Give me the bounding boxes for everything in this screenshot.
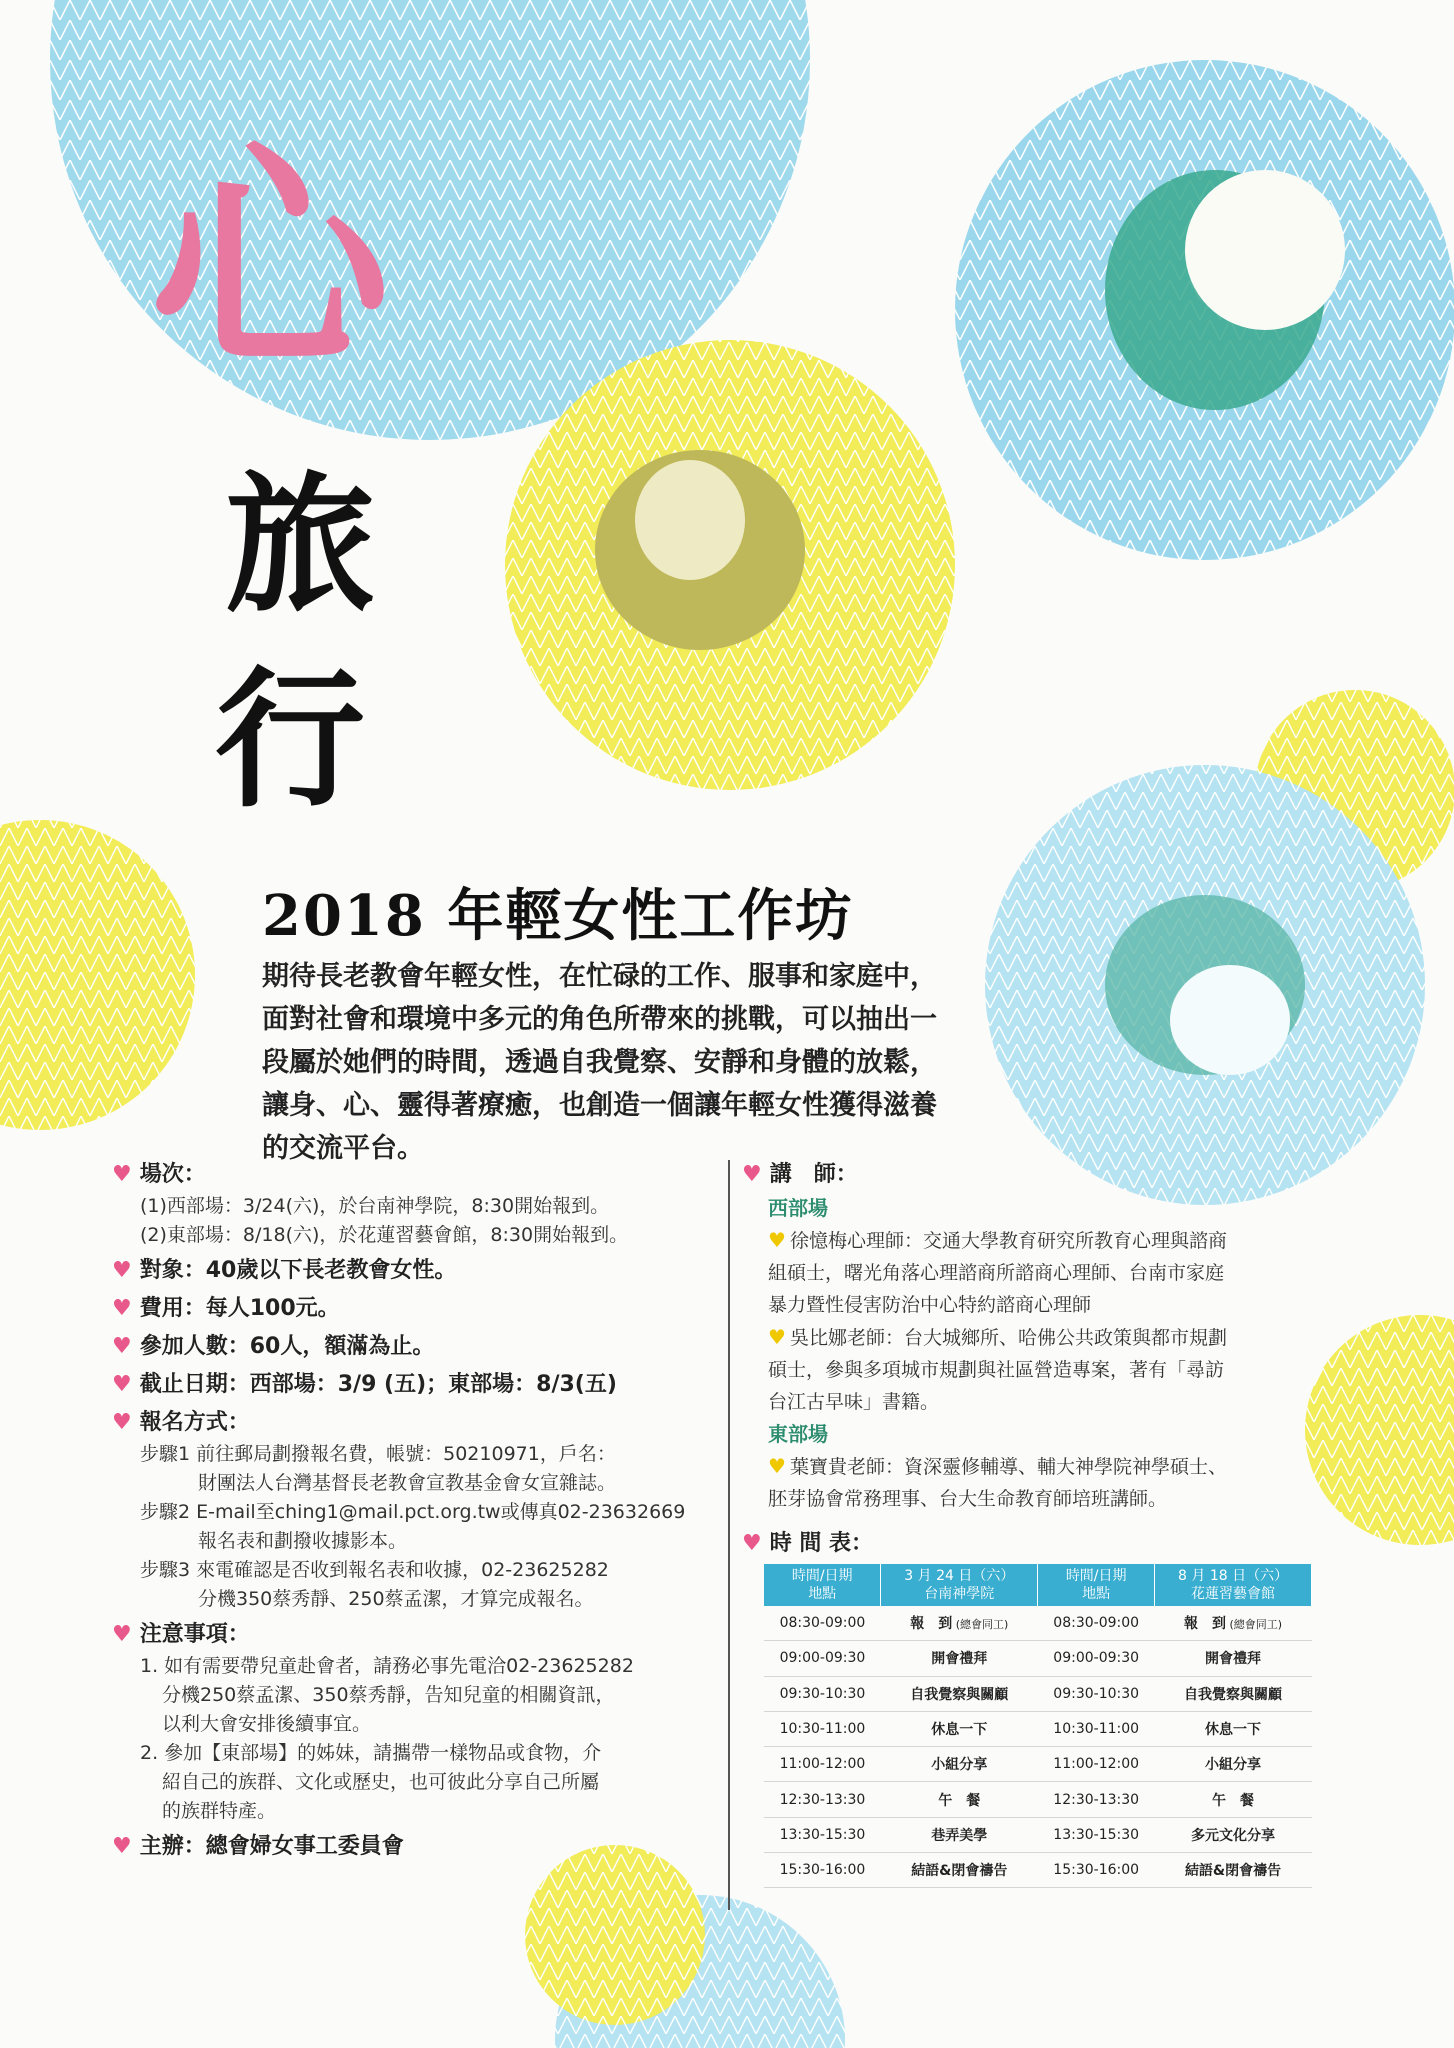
schedule-activity: 小組分享	[881, 1747, 1038, 1782]
schedule-header: 3 月 24 日（六） 台南神學院	[881, 1564, 1038, 1606]
heart-icon: ♥	[112, 1334, 132, 1359]
schedule-header: 8 月 18 日（六） 花蓮習藝會館	[1155, 1564, 1312, 1606]
schedule-label: 時 間 表：	[769, 1531, 874, 1556]
schedule-row	[764, 1747, 1312, 1782]
heart-yellow-icon: ♥	[768, 1325, 786, 1349]
speaker-line: ♥ 徐憶梅心理師：交通大學教育研究所教育心理與諮商	[768, 1228, 1227, 1252]
schedule-activity: 自我覺察與關顧	[881, 1676, 1038, 1711]
flower-yellow-right-lower	[1305, 1315, 1454, 1545]
schedule-time: 09:00-09:30	[764, 1641, 881, 1676]
organizer-text: 主辦：總會婦女事工委員會	[139, 1834, 404, 1859]
heart-icon: ♥	[112, 1834, 132, 1859]
speaker-line: 胚芽協會常務理事、台大生命教育師培班講師。	[768, 1488, 1168, 1510]
intro-line: 期待長老教會年輕女性，在忙碌的工作、服事和家庭中，	[262, 961, 937, 992]
step-line: 步驟1 前往郵局劃撥報名費，帳號：50210971，戶名：	[140, 1443, 616, 1465]
title-char-walk: 行	[215, 652, 366, 828]
speaker-line: 組碩士，曙光角落心理諮商所諮商心理師、台南市家庭	[768, 1262, 1225, 1284]
schedule-table	[764, 1564, 1312, 1888]
intro-line: 的交流平台。	[262, 1133, 424, 1164]
schedule-activity: 午 餐	[881, 1782, 1038, 1817]
note-line: 的族群特產。	[162, 1800, 277, 1822]
speakers-section	[742, 1158, 1327, 1561]
schedule-activity: 休息一下	[1155, 1711, 1312, 1746]
schedule-time: 12:30-13:30	[764, 1782, 881, 1817]
region-east: 東部場	[768, 1422, 828, 1446]
speakers-label: 講 師：	[769, 1162, 858, 1187]
heart-yellow-icon: ♥	[768, 1454, 786, 1478]
speaker-line: ♥ 葉寶貴老師：資深靈修輔導、輔大神學院神學碩士、	[768, 1454, 1227, 1478]
note-line: 分機250蔡孟潔、350蔡秀靜，告知兒童的相關資訊，	[162, 1684, 615, 1706]
heart-icon: ♥	[112, 1372, 132, 1397]
schedule-activity: 休息一下	[881, 1711, 1038, 1746]
schedule-activity: 多元文化分享	[1155, 1817, 1312, 1852]
schedule-row	[764, 1641, 1312, 1676]
schedule-activity: 開會禮拜	[881, 1641, 1038, 1676]
target-text: 對象：40歲以下長老教會女性。	[139, 1258, 457, 1283]
schedule-note: (總會同工)	[1226, 1618, 1283, 1632]
schedule-time: 13:30-15:30	[764, 1817, 881, 1852]
schedule-time: 11:00-12:00	[764, 1747, 881, 1782]
schedule-time: 08:30-09:00	[764, 1606, 881, 1641]
heart-illustration	[595, 450, 805, 650]
session-label: 場次：	[139, 1162, 206, 1187]
register-label: 報名方式：	[139, 1410, 250, 1435]
note-line: 1. 如有需要帶兒童赴會者，請務必事先電洽02-23625282	[140, 1655, 634, 1677]
schedule-row	[764, 1676, 1312, 1711]
capacity-text: 參加人數：60人，額滿為止。	[139, 1334, 435, 1359]
region-west: 西部場	[768, 1196, 828, 1220]
schedule-activity: 報 到 (總會同工)	[881, 1606, 1038, 1641]
event-info	[112, 1158, 712, 1868]
schedule-note: (總會同工)	[952, 1618, 1009, 1632]
step-line: 步驟3 來電確認是否收到報名表和收據，02-23625282	[140, 1559, 609, 1581]
heart-icon: ♥	[112, 1162, 132, 1187]
step-line: 分機350蔡秀靜、250蔡孟潔，才算完成報名。	[198, 1588, 594, 1610]
schedule-time: 09:30-10:30	[1038, 1676, 1155, 1711]
flower-yellow-bottom	[525, 1845, 705, 2025]
heart-yellow-icon: ♥	[768, 1228, 786, 1252]
heart-icon: ♥	[742, 1531, 762, 1556]
schedule-activity: 開會禮拜	[1155, 1641, 1312, 1676]
schedule-row	[764, 1853, 1312, 1888]
heart-icon: ♥	[112, 1410, 132, 1435]
schedule-time: 08:30-09:00	[1038, 1606, 1155, 1641]
schedule-activity: 小組分享	[1155, 1747, 1312, 1782]
speaker-line: 台江古早味」書籍。	[768, 1391, 940, 1413]
schedule-time: 09:30-10:30	[764, 1676, 881, 1711]
schedule-row	[764, 1606, 1312, 1641]
schedule-activity: 報 到 (總會同工)	[1155, 1606, 1312, 1641]
schedule-time: 10:30-11:00	[1038, 1711, 1155, 1746]
intro-paragraph	[262, 955, 962, 1170]
schedule-row	[764, 1711, 1312, 1746]
schedule-time: 11:00-12:00	[1038, 1747, 1155, 1782]
intro-line: 面對社會和環境中多元的角色所帶來的挑戰，可以抽出一	[262, 1004, 937, 1035]
schedule-activity: 結語&閉會禱告	[881, 1853, 1038, 1888]
heart-icon: ♥	[112, 1258, 132, 1283]
fee-text: 費用：每人100元。	[139, 1296, 340, 1321]
title-char-heart: 心	[150, 119, 391, 401]
step-line: 報名表和劃撥收據影本。	[198, 1530, 408, 1552]
page-subtitle: 2018 年輕女性工作坊	[262, 883, 854, 949]
note-line: 2. 參加【東部場】的姊妹，請攜帶一樣物品或食物，介	[140, 1742, 602, 1764]
note-line: 以利大會安排後續事宜。	[162, 1713, 372, 1735]
heart-icon: ♥	[112, 1622, 132, 1647]
schedule-header-row	[764, 1564, 1312, 1606]
schedule-activity: 結語&閉會禱告	[1155, 1853, 1312, 1888]
schedule-time: 15:30-16:00	[1038, 1853, 1155, 1888]
deadline-text: 截止日期：西部場：3/9 (五)；東部場：8/3(五)	[139, 1372, 617, 1397]
title-char-travel: 旅	[225, 457, 376, 633]
session-line: (2)東部場：8/18(六)，於花蓮習藝會館，8:30開始報到。	[140, 1224, 629, 1246]
note-line: 紹自己的族群、文化或歷史，也可彼此分享自己所屬	[162, 1771, 600, 1793]
schedule-activity: 自我覺察與關顧	[1155, 1676, 1312, 1711]
intro-line: 段屬於她們的時間，透過自我覺察、安靜和身體的放鬆，	[262, 1047, 937, 1078]
step-line: 財團法人台灣基督長老教會宣教基金會女宣雜誌。	[198, 1472, 617, 1494]
schedule-time: 10:30-11:00	[764, 1711, 881, 1746]
flower-yellow-left	[0, 820, 195, 1130]
schedule-activity: 午 餐	[1155, 1782, 1312, 1817]
column-divider	[728, 1160, 730, 1910]
speaker-line: 暴力暨性侵害防治中心特約諮商心理師	[768, 1294, 1092, 1316]
heart-icon: ♥	[742, 1162, 762, 1187]
intro-line: 讓身、心、靈得著療癒，也創造一個讓年輕女性獲得滋養	[262, 1090, 937, 1121]
speaker-line: ♥ 吳比娜老師：台大城鄉所、哈佛公共政策與都市規劃	[768, 1325, 1227, 1349]
schedule-header: 時間/日期 地點	[1038, 1564, 1155, 1606]
schedule-time: 15:30-16:00	[764, 1853, 881, 1888]
heart-icon: ♥	[112, 1296, 132, 1321]
schedule-row	[764, 1817, 1312, 1852]
schedule-activity: 巷弄美學	[881, 1817, 1038, 1852]
notes-label: 注意事項：	[139, 1622, 250, 1647]
schedule-time: 12:30-13:30	[1038, 1782, 1155, 1817]
session-line: (1)西部場：3/24(六)，於台南神學院，8:30開始報到。	[140, 1195, 610, 1217]
schedule-header: 時間/日期 地點	[764, 1564, 881, 1606]
speaker-line: 碩士，參與多項城市規劃與社區營造專案，著有「尋訪	[768, 1359, 1225, 1381]
step-line: 步驟2 E-mail至ching1@mail.pct.org.tw或傳真02-23632669	[140, 1501, 686, 1523]
figure-illustration-right	[1105, 895, 1305, 1075]
schedule-time: 09:00-09:30	[1038, 1641, 1155, 1676]
schedule-time: 13:30-15:30	[1038, 1817, 1155, 1852]
schedule-row	[764, 1782, 1312, 1817]
